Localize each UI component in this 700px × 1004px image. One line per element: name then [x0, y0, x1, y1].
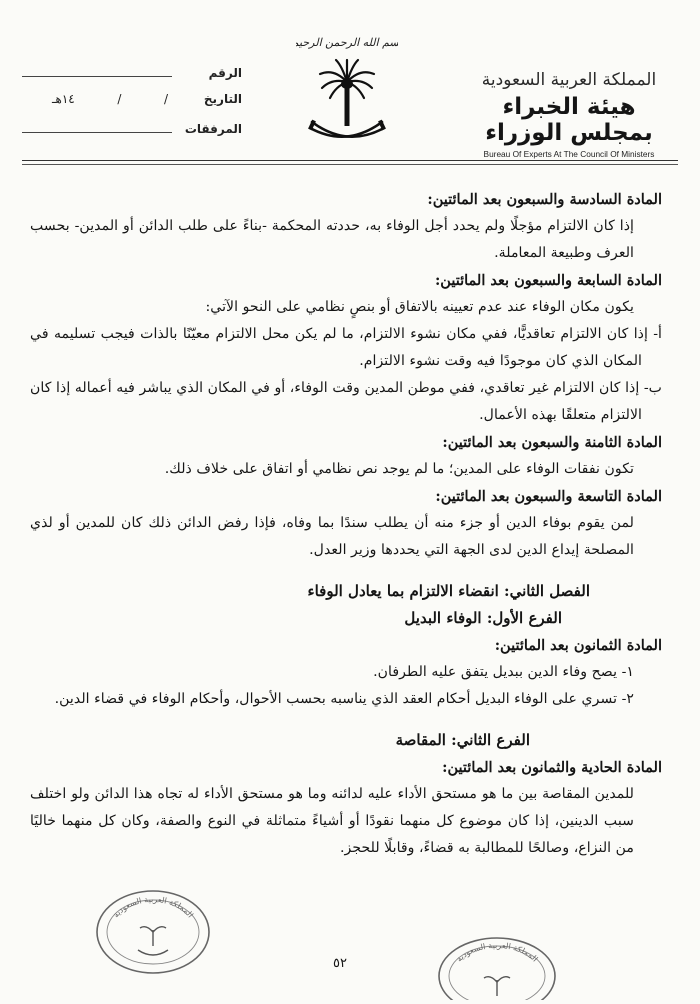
article-76-heading: المادة السادسة والسبعون بعد المائتين: [427, 191, 662, 208]
basmala: بسم الله الرحمن الرحيم [296, 36, 398, 49]
number-line [22, 64, 172, 77]
date-slash-1: / [163, 92, 168, 106]
article-81-text: للمدين المقاصة بين ما هو مستحق الأداء عليه لدائنه وما هو مستحق الأداء له تجاه هذا الدائن ولو اختلف سبب الدينين، إذا كان موضوع كل منهما نقودًا أو أشياءً متماثلة في النوع والصفة، وكان كل منهما خاليًا من النزاع، وصالحًا للمطالبة به قضاءً، وقابلًا للحجز. [30, 786, 634, 856]
date-year: ١٤هـ [52, 92, 75, 106]
issuer-block [458, 70, 680, 159]
seal-stamp-icon [436, 936, 558, 1000]
stamp-text-left: المملكة العربية السعودية [111, 894, 195, 920]
article-80-heading: المادة الثمانون بعد المائتين: [494, 637, 662, 654]
header-rule [22, 160, 678, 161]
article-78-text: تكون نفقات الوفاء على المدين؛ ما لم يوجد نص نظامي أو اتفاق على خلاف ذلك. [164, 461, 634, 477]
reference-fields [22, 64, 242, 148]
article-79-heading: المادة التاسعة والسبعون بعد المائتين: [435, 488, 662, 505]
kingdom-name: المملكة العربية السعودية [481, 70, 657, 90]
date-label: التاريخ [203, 92, 242, 106]
attachments-label: المرفقات [184, 122, 242, 136]
article-80-item-2: ٢- تسري على الوفاء البديل أحكام العقد الذي يناسبه بحسب الأحوال، وأحكام الوفاء في قضاء الدين. [54, 691, 634, 707]
page-number: ٥٢ [333, 956, 347, 971]
article-77-intro: يكون مكان الوفاء عند عدم تعيينه بالاتفاق أو بنصٍ نظامي على النحو الآتي: [205, 299, 634, 315]
attachments-line [22, 120, 172, 133]
attachments-row [22, 120, 242, 144]
date-row [22, 92, 242, 116]
svg-text:المملكة العربية السعودية [111, 895, 195, 919]
article-77-item-b: ب- إذا كان الالتزام غير تعاقدي، ففي موطن المدين وقت الوفاء، أو في المكان الذي يباشر فيه أعماله إذا كان الالتزام متعلقًا بهذه الأعمال. [30, 380, 662, 423]
stamp-text-right: المملكة العربية السعودية [454, 940, 540, 964]
article-77-heading: المادة السابعة والسبعون بعد المائتين: [434, 272, 662, 289]
article-77-item-a: أ- إذا كان الالتزام تعاقديًّا، ففي مكان نشوء الالتزام، ما لم يكن محل الالتزام معيّنًا بالذات فيجب تسليمه في المكان الذي كان موجودًا فيه وقت نشوء الالتزام. [30, 326, 662, 369]
chapter-title: الفصل الثاني: انقضاء الالتزام بما يعادل الوفاء [307, 582, 590, 600]
official-stamp-left [94, 888, 212, 980]
date-slash-2: / [117, 92, 122, 106]
branch-one-title: الفرع الأول: الوفاء البديل [404, 609, 562, 627]
bureau-name-arabic: هيئة الخبراء بمجلس الوزراء [485, 94, 653, 146]
article-80-item-1: ١- يصح وفاء الدين ببديل يتفق عليه الطرفان. [373, 664, 634, 680]
branch-two-title: الفرع الثاني: المقاصة [395, 731, 530, 749]
article-78-heading: المادة الثامنة والسبعون بعد المائتين: [442, 434, 662, 451]
article-81-heading: المادة الحادية والثمانون بعد المائتين: [442, 759, 662, 776]
official-stamp-right [436, 936, 558, 1004]
number-row [22, 64, 242, 88]
article-76-text: إذا كان الالتزام مؤجلًا ولم يحدد أجل الوفاء به، حددته المحكمة -بناءً على طلب الدائن أو المدين- بحسب العرف وطبيعة المعاملة. [30, 218, 634, 261]
header-rule-thin [22, 164, 678, 165]
saudi-emblem [296, 30, 398, 148]
palm-swords-icon [296, 30, 398, 148]
article-79-text: لمن يقوم بوفاء الدين أو جزء منه أن يطلب سندًا بما وفاه، فإذا رفض الدائن ذلك كان للمدين أو لذي المصلحة إيداع الدين لدى الجهة التي يحددها وزير العدل. [30, 515, 634, 558]
seal-stamp-icon [94, 888, 212, 976]
date-value [22, 92, 178, 106]
document-body [30, 186, 662, 862]
bureau-name-english: Bureau Of Experts At The Council Of Ministers [483, 149, 655, 159]
number-label: الرقم [208, 66, 242, 80]
svg-text:المملكة العربية السعودية [455, 941, 540, 964]
